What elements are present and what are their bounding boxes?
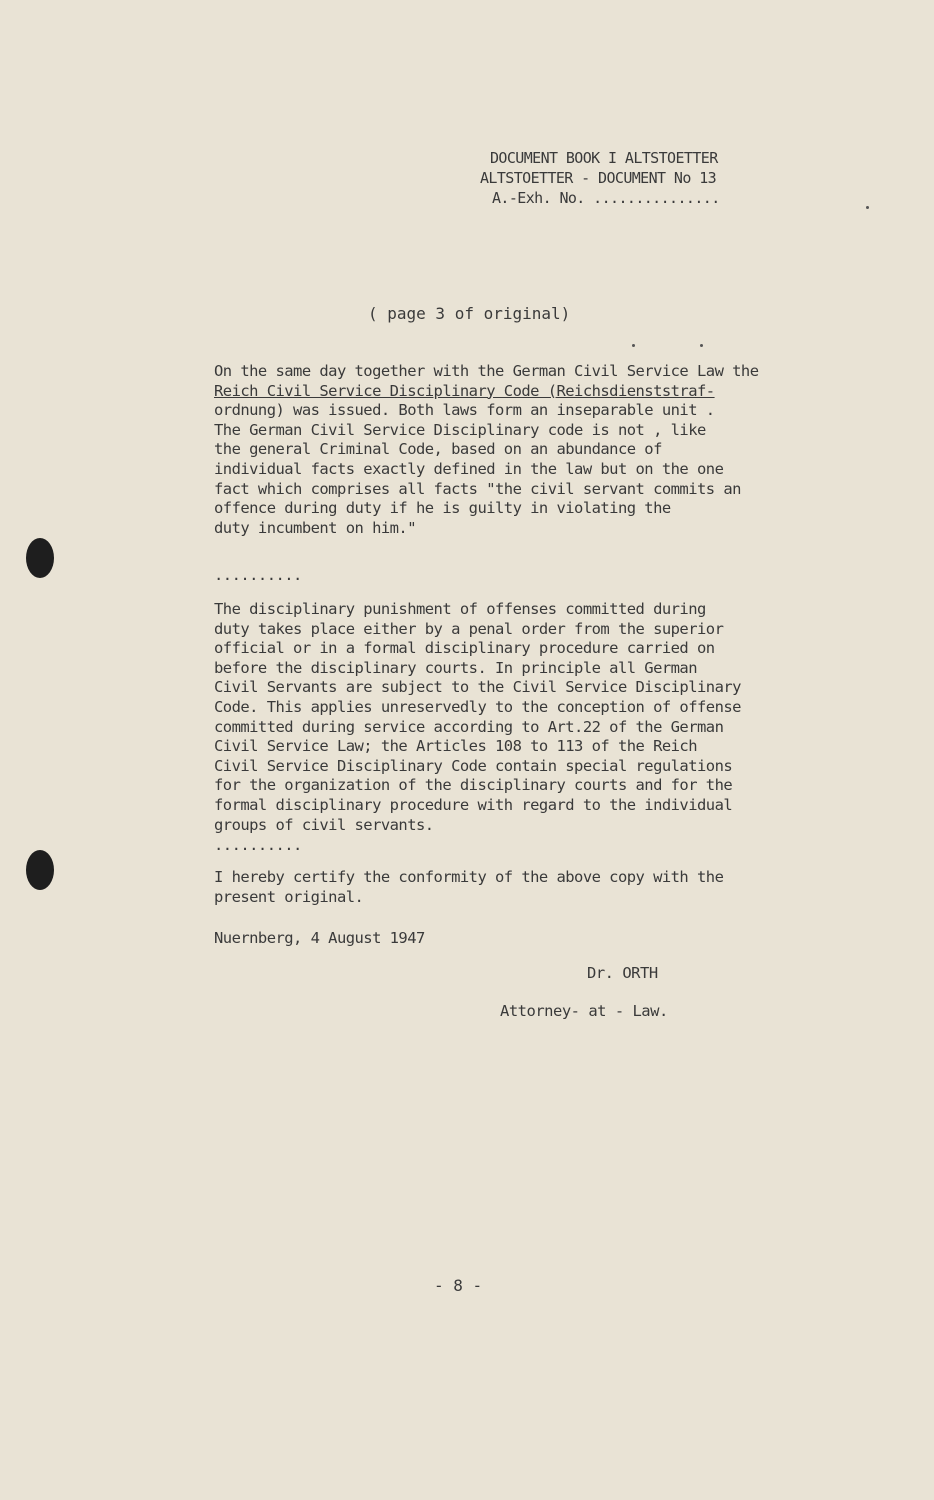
paragraph-line: On the same day together with the German Civil Service Law the [214,362,759,380]
paragraph-line: The disciplinary punishment of offenses committed during [214,600,706,618]
page-number: - 8 - [434,1276,483,1295]
paragraph-line: ordnung) was issued. Both laws form an inseparable unit . [214,401,715,420]
underlined-code-name: Reich Civil Service Disciplinary Code (Reichsdienststraf- [214,381,715,400]
separator-dots: .......... [214,566,302,584]
place-and-date: Nuernberg, 4 August 1947 [214,929,425,947]
paragraph-line: formal disciplinary procedure with regard to the individual [214,795,733,814]
paragraph-line: before the disciplinary courts. In principle all German [214,658,697,677]
paragraph-line: duty takes place either by a penal order from the superior [214,619,724,638]
header-book-title: DOCUMENT BOOK I ALTSTOETTER [490,149,718,167]
punch-hole-top [26,538,54,578]
separator-dots: .......... [214,836,302,854]
paragraph-line: groups of civil servants. [214,815,434,834]
paragraph-line: for the organization of the disciplinary courts and for the [214,776,733,795]
paragraph-line: Civil Servants are subject to the Civil Service Disciplinary [214,678,741,697]
paragraph-line: Civil Service Law; the Articles 108 to 113 of the Reich [214,737,697,756]
signer-name: Dr. ORTH [587,964,658,982]
ink-speck [632,344,635,347]
header-exhibit-number: A.-Exh. No. ............... [492,189,720,207]
paragraph-line: individual facts exactly defined in the law but on the one [214,459,724,478]
paragraph-civil-service-code [214,362,814,538]
paragraph-line: Code. This applies unreservedly to the conception of offense [214,697,741,716]
certification-statement [214,868,814,907]
paragraph-line: I hereby certify the conformity of the above copy with the [214,868,724,886]
document-header [480,148,780,208]
header-document-number: ALTSTOETTER - DOCUMENT No 13 [480,169,717,187]
paragraph-disciplinary-punishment [214,600,814,835]
ink-speck [700,344,703,347]
page-reference: ( page 3 of original) [368,304,571,323]
paragraph-line: present original. [214,887,364,906]
ink-speck [866,206,869,209]
paragraph-line: the general Criminal Code, based on an abundance of [214,440,662,459]
paragraph-line: duty incumbent on him." [214,518,416,537]
punch-hole-bottom [26,850,54,890]
paragraph-line: official or in a formal disciplinary procedure carried on [214,639,715,658]
paragraph-line: offence during duty if he is guilty in violating the [214,499,671,518]
signer-title: Attorney- at - Law. [500,1002,668,1020]
paragraph-line: committed during service according to Art.22 of the German [214,717,724,736]
paragraph-line: The German Civil Service Disciplinary code is not , like [214,420,706,439]
paragraph-line [214,382,814,402]
paragraph-line: Civil Service Disciplinary Code contain special regulations [214,756,733,775]
paragraph-line: fact which comprises all facts "the civil servant commits an [214,479,741,498]
